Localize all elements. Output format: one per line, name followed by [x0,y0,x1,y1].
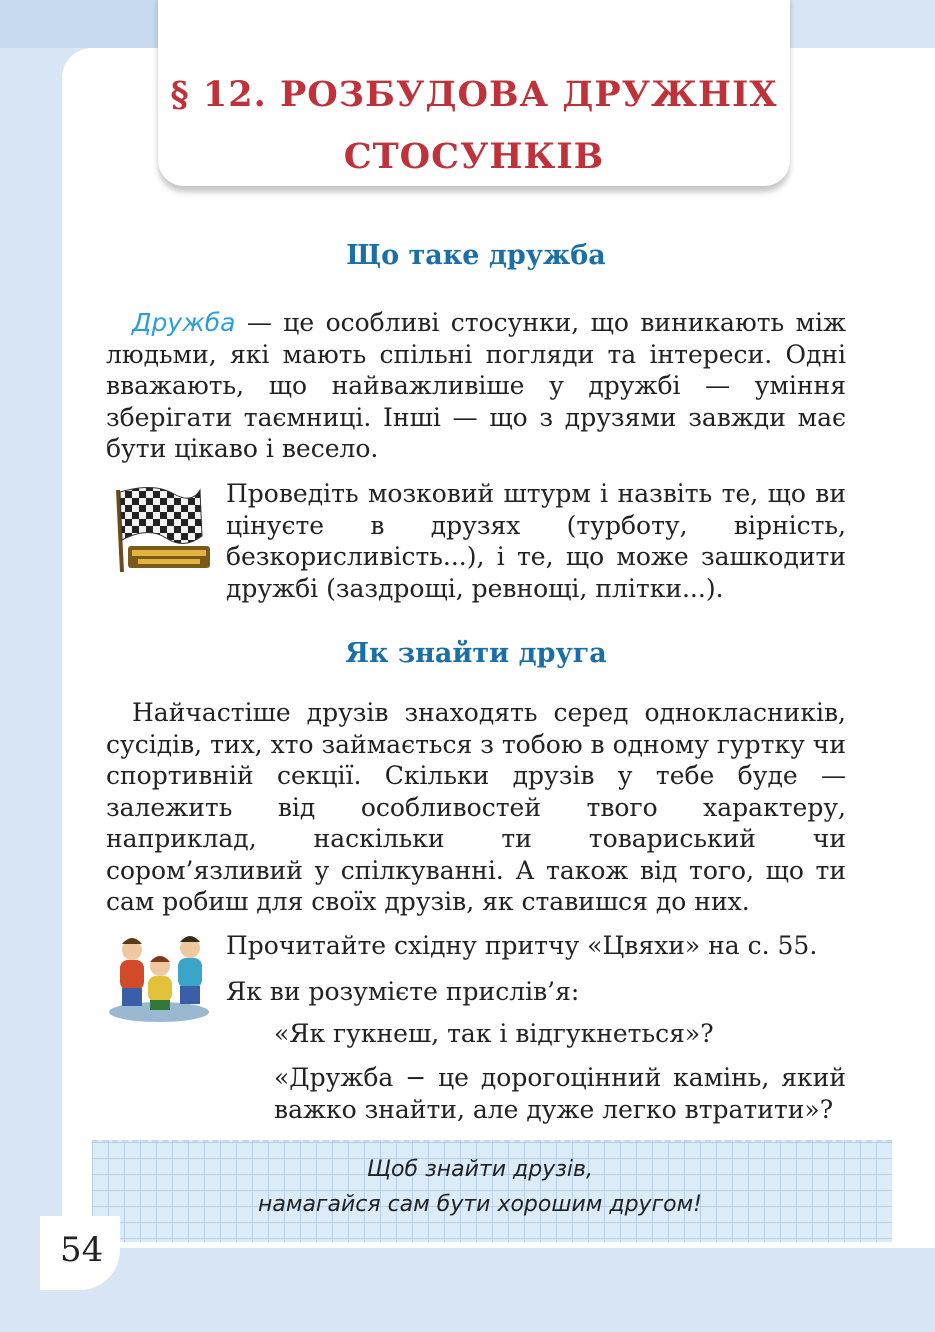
section-heading-find-friend: Як знайти друга [345,638,607,669]
page-title-line-1: § 12. РОЗБУДОВА ДРУЖНІХ [170,74,778,115]
children-group-icon [104,928,214,1024]
page-title-line-2: СТОСУНКІВ [343,136,605,177]
slogan-line-2: намагайся сам бути хорошим другом! [257,1192,703,1217]
header-band [0,0,160,48]
brainstorm-task: Проведіть мозковий штурм і назвіть те, що ви цінуєте в друзях (турботу, вірність, безкорисливість...), і те, що може зашкодити дружбі (заздрощі, ревнощі, плітки...). [226,479,846,603]
proverb-question: Як ви розумієте прислів’я: [226,977,580,1006]
proverb-1: «Як гукнеш, так і відгукнеться»? [274,1019,714,1048]
section-heading-friendship: Що таке дружба [346,240,606,271]
find-friend-paragraph: Найчастіше друзів знаходять серед однокласників, сусідів, тих, хто займається з тобою в одному гуртку чи спортивній секції. Скільки друзів у тебе буде — залежить від особливостей твого характеру, наприклад, наскільки ти товариський чи сором’язливий у спілкуванні. А також від того, що ти сам робиш для своїх друзів, як ставишся до них. [106,698,846,916]
footer-band [0,1248,935,1332]
proverb-2: «Дружба − це дорогоцінний камінь, який важко знайти, але дуже легко втратити»? [274,1063,846,1124]
definition-text: — це особливі стосунки, що виникають між людьми, які мають спільні погляди та інтереси. Одні вважають, що найважливіше у дружбі — уміння зберігати таємниці. Інші — що з друзями завжди має бути цікаво і весело. [106,308,846,463]
term-friendship: Дружба [132,308,236,337]
friendship-definition [106,307,846,465]
read-parable-task: Прочитайте східну притчу «Цвяхи» на с. 55. [226,931,818,960]
page-number: 54 [40,1216,120,1290]
slogan-line-1: Щоб знайти друзів, [366,1157,593,1182]
notebook-strip [92,1140,892,1242]
title-card [158,0,790,186]
checkered-flag-icon [104,484,210,576]
